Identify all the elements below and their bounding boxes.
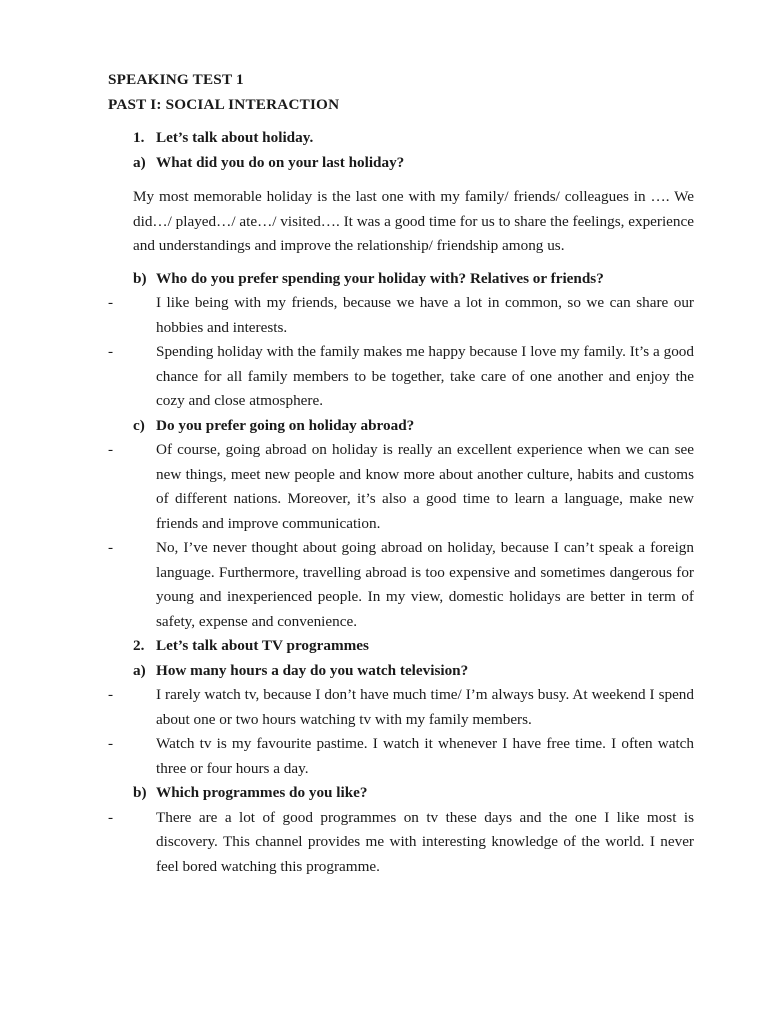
bullet-dash: - <box>108 539 114 556</box>
question-mark: a) <box>133 153 146 171</box>
answer-bullet <box>108 291 694 340</box>
answer-bullet <box>108 683 694 732</box>
answer-paragraph: My most memorable holiday is the last one with my family/ friends/ colleagues in …. We did…/ played…/ ate…/ visited…. It was a good time for us to share the feelings, experience and understandings and improve the relationship/ friendship among us. <box>133 188 694 254</box>
question-mark: c) <box>133 416 145 434</box>
question-1c <box>108 414 694 439</box>
section-2-heading <box>108 634 694 659</box>
question-mark: a) <box>133 661 146 679</box>
bullet-dash: - <box>108 686 114 703</box>
document-body <box>108 68 694 879</box>
bullet-text: Watch tv is my favourite pastime. I watch it whenever I have free time. I often watch three or four hours a day. <box>156 735 694 777</box>
bullet-dash: - <box>108 808 114 826</box>
question-text: Which programmes do you like? <box>156 784 368 801</box>
bullet-dash: - <box>108 294 114 311</box>
question-mark: b) <box>133 269 147 287</box>
question-2a <box>108 659 694 684</box>
section-number: 2. <box>133 637 145 654</box>
section-number: 1. <box>133 129 145 146</box>
section-title: Let’s talk about holiday. <box>156 129 314 146</box>
bullet-text: No, I’ve never thought about going abroad on holiday, because I can’t speak a foreign language. Furthermore, travelling abroad is too expensive and sometimes dangerous for young and inexperienced people. In my view, domestic holidays are better in term of safety, expense and convenience. <box>156 539 694 630</box>
question-text: Who do you prefer spending your holiday with? Relatives or friends? <box>156 269 604 287</box>
section-title: Let’s talk about TV programmes <box>156 637 369 654</box>
question-mark: b) <box>133 784 147 801</box>
answer-bullet <box>108 438 694 536</box>
answer-bullet <box>108 732 694 781</box>
question-text: Do you prefer going on holiday abroad? <box>156 416 415 434</box>
question-1a <box>108 151 694 176</box>
answer-bullet <box>108 536 694 634</box>
question-text: How many hours a day do you watch television? <box>156 661 469 679</box>
answer-bullet <box>108 340 694 414</box>
question-1b <box>108 267 694 292</box>
question-text: What did you do on your last holiday? <box>156 153 405 171</box>
bullet-text: Spending holiday with the family makes me happy because I love my family. It’s a good chance for all family members to be together, take care of one another and enjoy the cozy and close atmosphere. <box>156 343 694 409</box>
part-title: PAST I: SOCIAL INTERACTION <box>108 95 340 113</box>
bullet-text: There are a lot of good programmes on tv these days and the one I like most is discovery. This channel provides me with interesting knowledge of the world. I never feel bored watching this programme. <box>156 808 694 875</box>
bullet-text: Of course, going abroad on holiday is really an excellent experience when we can see new things, meet new people and know more about another culture, habits and customs of different nations. Moreover, it’s also a good time to learn a language, make new friends and improve communication. <box>156 441 694 532</box>
bullet-dash: - <box>108 343 114 360</box>
bullet-dash: - <box>108 441 114 458</box>
question-2b <box>108 781 694 806</box>
section-1-heading <box>108 126 694 151</box>
bullet-text: I like being with my friends, because we have a lot in common, so we can share our hobbies and interests. <box>156 294 694 336</box>
answer-bullet <box>108 806 694 880</box>
bullet-text: I rarely watch tv, because I don’t have much time/ I’m always busy. At weekend I spend about one or two hours watching tv with my family members. <box>156 686 694 728</box>
test-title: SPEAKING TEST 1 <box>108 71 244 88</box>
bullet-dash: - <box>108 735 114 752</box>
